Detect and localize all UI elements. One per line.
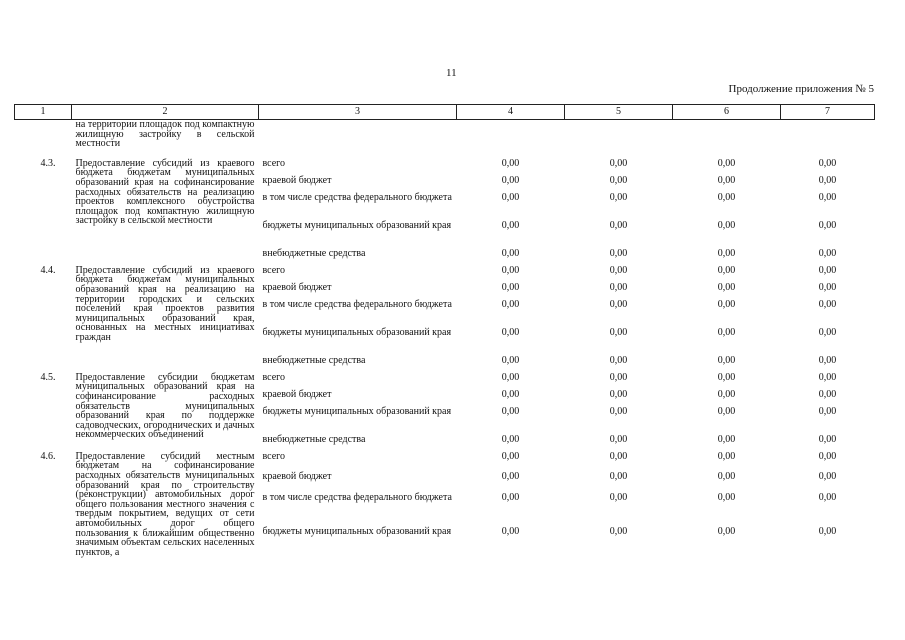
funding-source: краевой бюджет	[262, 388, 332, 400]
amount-cell: 0,00	[818, 371, 837, 383]
amount-cell: 0,00	[501, 433, 520, 445]
column-header: 4	[457, 105, 565, 120]
page-number: 11	[446, 67, 457, 79]
amount-cell: 0,00	[609, 371, 628, 383]
table-row	[15, 448, 875, 469]
column-header: 5	[565, 105, 673, 120]
amount-cell: 0,00	[818, 219, 837, 231]
amount-cell: 0,00	[609, 281, 628, 293]
amount-cell: 0,00	[717, 326, 736, 338]
funding-source: краевой бюджет	[262, 174, 332, 186]
amount-cell: 0,00	[717, 157, 736, 169]
amount-cell: 0,00	[609, 157, 628, 169]
amount-cell: 0,00	[501, 371, 520, 383]
amount-cell: 0,00	[501, 450, 520, 462]
amount-cell: 0,00	[818, 492, 837, 504]
amount-cell: 0,00	[501, 471, 520, 483]
amount-cell: 0,00	[717, 354, 736, 366]
amount-cell: 0,00	[609, 191, 628, 203]
funding-source: внебюджетные средства	[262, 354, 366, 366]
section-description: Предоставление субсидий местным бюджетам на софинансирование расходных обязательств муниципальных образований края по строительству (реконструкции) автомобильных дорог общего пользования местного значения с твердым покрытием, ведущих от сети автомобильных дорог общего пользования к ближайшим общественно значимым объектам сельских населенных пунктов, а	[75, 450, 255, 558]
amount-cell: 0,00	[609, 298, 628, 310]
amount-cell: 0,00	[818, 433, 837, 445]
funding-source: в том числе средства федерального бюджета	[262, 492, 452, 504]
funding-source: всего	[262, 450, 286, 462]
amount-cell: 0,00	[818, 526, 837, 538]
section-number: 4.3.	[40, 157, 56, 169]
column-header: 1	[15, 105, 72, 120]
amount-cell: 0,00	[717, 247, 736, 259]
funding-source: краевой бюджет	[262, 281, 332, 293]
amount-cell: 0,00	[501, 281, 520, 293]
section-description: Предоставление субсидий из краевого бюджета бюджетам муниципальных образований края на реализацию на территории городских и сельских поселений края проектов развития муниципальных образований края, основанных на местных инициативах граждан	[75, 264, 255, 343]
continuation-label: Продолжение приложения № 5	[728, 83, 874, 95]
amount-cell: 0,00	[717, 264, 736, 276]
funding-source: бюджеты муниципальных образований края	[262, 326, 452, 338]
column-header: 2	[72, 105, 259, 120]
amount-cell: 0,00	[818, 157, 837, 169]
amount-cell: 0,00	[717, 174, 736, 186]
amount-cell: 0,00	[717, 281, 736, 293]
table-row	[15, 369, 875, 386]
section-description: Предоставление субсидии бюджетам муниципальных образований края на софинансирование расходных обязательств муниципальных образований края по поддержке садоводческих, огороднических и дачных некоммерческих объединений	[75, 371, 255, 441]
funding-source: бюджеты муниципальных образований края	[262, 219, 452, 231]
amount-cell: 0,00	[609, 433, 628, 445]
amount-cell: 0,00	[717, 219, 736, 231]
amount-cell: 0,00	[717, 471, 736, 483]
amount-cell: 0,00	[501, 492, 520, 504]
funding-source: всего	[262, 371, 286, 383]
funding-source: всего	[262, 157, 286, 169]
section-description: Предоставление субсидий из краевого бюджета бюджетам муниципальных образований края на софинансирование расходных обязательств на реализацию проектов комплексного обустройства площадок под компактную жилищную застройку в сельской местности	[75, 157, 255, 227]
amount-cell: 0,00	[818, 247, 837, 259]
amount-cell: 0,00	[609, 526, 628, 538]
column-header: 7	[781, 105, 875, 120]
table-body	[15, 120, 875, 558]
amount-cell: 0,00	[501, 354, 520, 366]
amount-cell: 0,00	[609, 247, 628, 259]
column-header: 3	[259, 105, 457, 120]
funding-source: бюджеты муниципальных образований края	[262, 405, 452, 417]
amount-cell: 0,00	[501, 298, 520, 310]
amount-cell: 0,00	[818, 405, 837, 417]
amount-cell: 0,00	[609, 354, 628, 366]
amount-cell: 0,00	[818, 264, 837, 276]
amount-cell: 0,00	[717, 388, 736, 400]
amount-cell: 0,00	[717, 526, 736, 538]
funding-source: краевой бюджет	[262, 471, 332, 483]
amount-cell: 0,00	[501, 191, 520, 203]
column-header-row	[15, 105, 875, 120]
amount-cell: 0,00	[818, 326, 837, 338]
amount-cell: 0,00	[818, 298, 837, 310]
amount-cell: 0,00	[717, 433, 736, 445]
amount-cell: 0,00	[818, 191, 837, 203]
table-row	[15, 155, 875, 172]
amount-cell: 0,00	[609, 174, 628, 186]
amount-cell: 0,00	[501, 326, 520, 338]
amount-cell: 0,00	[501, 247, 520, 259]
amount-cell: 0,00	[818, 174, 837, 186]
amount-cell: 0,00	[609, 264, 628, 276]
amount-cell: 0,00	[818, 450, 837, 462]
column-header: 6	[673, 105, 781, 120]
amount-cell: 0,00	[717, 492, 736, 504]
section-number: 4.6.	[40, 450, 56, 462]
funding-source: всего	[262, 264, 286, 276]
section-number: 4.5.	[40, 371, 56, 383]
amount-cell: 0,00	[717, 405, 736, 417]
amount-cell: 0,00	[609, 326, 628, 338]
amount-cell: 0,00	[501, 157, 520, 169]
amount-cell: 0,00	[501, 219, 520, 231]
amount-cell: 0,00	[818, 281, 837, 293]
amount-cell: 0,00	[501, 405, 520, 417]
funding-source: внебюджетные средства	[262, 433, 366, 445]
budget-table	[14, 104, 875, 557]
amount-cell: 0,00	[501, 174, 520, 186]
amount-cell: 0,00	[609, 388, 628, 400]
section-number: 4.4.	[40, 264, 56, 276]
table-row	[15, 262, 875, 279]
amount-cell: 0,00	[818, 354, 837, 366]
amount-cell: 0,00	[609, 450, 628, 462]
amount-cell: 0,00	[717, 191, 736, 203]
amount-cell: 0,00	[501, 388, 520, 400]
amount-cell: 0,00	[609, 219, 628, 231]
carryover-description: на территории площадок под компактную жилищную застройку в сельской местности	[75, 119, 255, 150]
amount-cell: 0,00	[609, 405, 628, 417]
amount-cell: 0,00	[717, 298, 736, 310]
amount-cell: 0,00	[501, 526, 520, 538]
funding-source: внебюджетные средства	[262, 247, 366, 259]
amount-cell: 0,00	[609, 471, 628, 483]
amount-cell: 0,00	[501, 264, 520, 276]
carryover-row	[15, 120, 875, 155]
funding-source: в том числе средства федерального бюджета	[262, 191, 452, 203]
amount-cell: 0,00	[717, 371, 736, 383]
amount-cell: 0,00	[818, 471, 837, 483]
funding-source: в том числе средства федерального бюджета	[262, 298, 452, 310]
funding-source: бюджеты муниципальных образований края	[262, 526, 452, 538]
amount-cell: 0,00	[609, 492, 628, 504]
amount-cell: 0,00	[717, 450, 736, 462]
amount-cell: 0,00	[818, 388, 837, 400]
